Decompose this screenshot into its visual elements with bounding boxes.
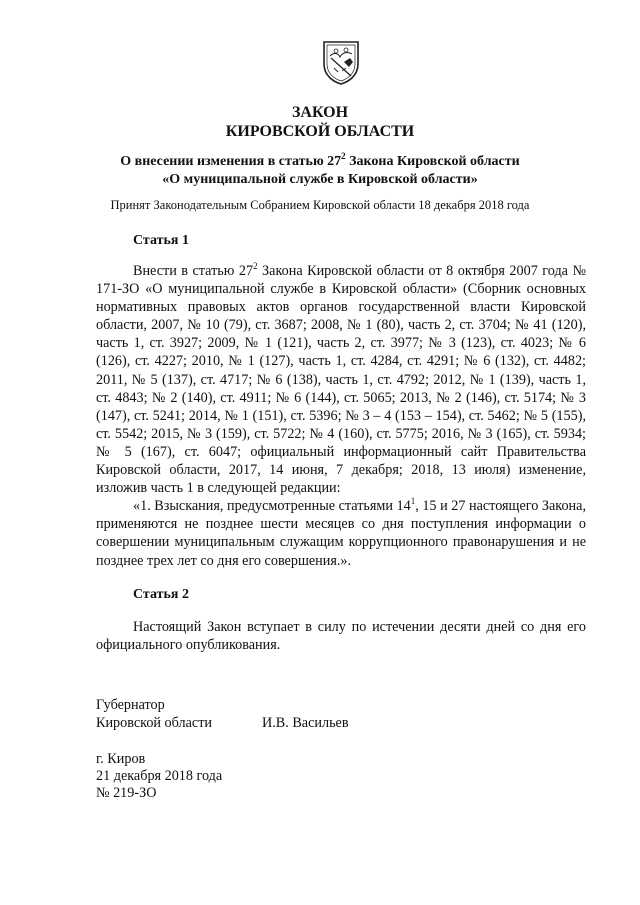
article-2-paragraph: Настоящий Закон вступает в силу по истечении десяти дней со дня его официального опубликования.	[96, 619, 586, 654]
signatory-name: И.В. Васильев	[262, 715, 349, 731]
article-1-paragraph-1: Внести в статью $27^2$ Закона Кировской области от 8 октября 2007 года № 171-ЗО «О муниципальной службе в Кировской области» (Сборник основных нормативных правовых актов органов государственной власти Кировской области, 2007, № 10 (79), ст. 3687; 2008, № 1 (80), часть 2, ст. 3704; № 41 (120), часть 1, ст. 3927; 2009, № 1 (121), часть 2, ст. 3977; № 3 (123), ст. 4023; № 6 (126), ст. 4227; 2010, № 1 (127), часть 1, ст. 4284, ст. 4291; № 6 (132), ст. 4482; 2011, № 5 (137), ст. 4717; № 6 (138), часть 1, ст. 4792; 2012, № 1 (139), часть 1, ст. 4843; № 2 (140), ст. 4911; № 6 (144), ст. 5065; 2013, № 2 (146), ст. 5174; № 3 (147), ст. 5241; 2014, № 1 (151), ст. 5396; № 3 – 4 (153 – 154), ст. 5462; № 5 (155), ст. 5542; 2015, № 3 (159), ст. 5722; № 4 (160), ст. 5775; 2016, № 3 (165), ст. 5934; № 5 (167), ст. 6047; официальный информационный сайт Правительства Кировской области, 2017, 14 июня, 7 декабря; 2018, 13 июля) изменение, изложив часть 1 в следующей редакции:	[96, 261, 587, 497]
article-2-heading: Статья 2	[133, 587, 189, 602]
region-title: КИРОВСКОЙ ОБЛАСТИ	[225, 123, 415, 140]
signing-date: 21 декабря 2018 года	[96, 768, 223, 784]
coat-of-arms-emblem	[320, 38, 362, 86]
law-title: ЗАКОН	[291, 104, 349, 121]
adoption-statement: Принят Законодательным Собранием Кировской области 18 декабря 2018 года	[110, 198, 530, 212]
article-1-paragraph-2: «1. Взыскания, предусмотренные статьями $14^1$, 15 и 27 настоящего Закона, применяются не позднее шести месяцев со дня поступления информации о совершении муниципальным служащим коррупционного правонарушения и не позднее трех лет со дня его совершения.».	[96, 496, 586, 569]
law-subtitle-line-1: О внесении изменения в статью $27^2$ Закона Кировской области	[120, 151, 520, 169]
law-number: № 219-ЗО	[96, 785, 157, 801]
article-2-body	[96, 618, 586, 654]
signatory-position-line-1: Губернатор	[96, 697, 165, 713]
article-1-heading: Статья 1	[133, 233, 189, 248]
place-of-signing: г. Киров	[96, 751, 146, 767]
law-subtitle-line-2: «О муниципальной службе в Кировской области»	[162, 172, 478, 187]
signatory-position-line-2: Кировской области	[96, 715, 212, 731]
article-1-body	[96, 262, 586, 570]
